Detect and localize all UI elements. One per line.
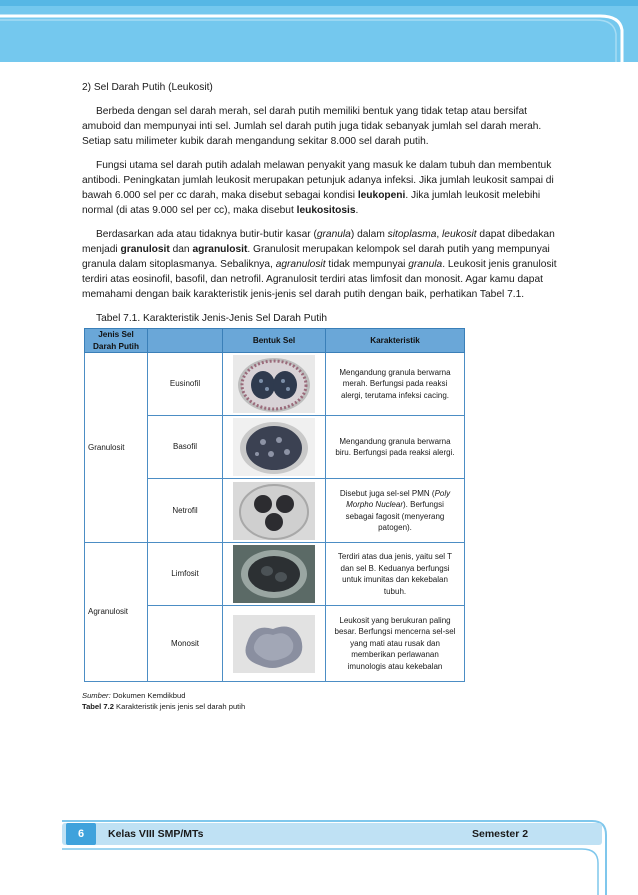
section-heading: 2) Sel Darah Putih (Leukosit) <box>82 82 213 93</box>
footer-semester: Semester 2 <box>472 828 529 840</box>
lymphocyte-image <box>233 545 315 603</box>
cell-characteristic: Mengandung granula berwarna merah. Berfungsi pada reaksi alergi, terutama infeksi cacing. <box>326 353 465 416</box>
cell-characteristic: Disebut juga sel-sel PMN (Poly Morpho Nuclear). Berfungsi sebagai fagosit (menyerang patogen). <box>326 479 465 543</box>
table-row <box>85 353 465 416</box>
cell-name: Eusinofil <box>148 353 223 416</box>
header-characteristic: Karakteristik <box>326 329 465 353</box>
cell-name: Netrofil <box>148 479 223 543</box>
source-line: Sumber: Dokumen Kemdikbud <box>82 691 186 700</box>
page-number: 6 <box>66 823 96 845</box>
group-granulosit: Granulosit <box>85 353 148 543</box>
figure-caption: Tabel 7.2 Karakteristik jenis jenis sel darah putih <box>82 702 246 711</box>
table-header-row <box>85 329 465 353</box>
table-source <box>82 690 558 712</box>
neutrophil-image <box>233 482 315 540</box>
paragraph-1: Berbeda dengan sel darah merah, sel darah putih memiliki bentuk yang tidak tetap atau bersifat amuboid dan mempunyai inti sel. Jumlah sel darah putih juga tidak sebanyak jumlah sel darah merah. Setiap satu milimeter kubik darah mengandung sekitar 8.000 sel darah putih. <box>82 106 542 147</box>
top-banner <box>0 0 638 62</box>
page-footer <box>62 819 610 895</box>
paragraph-3: Berdasarkan ada atau tidaknya butir-butir kasar (granula) dalam sitoplasma, leukosit dapat dibedakan menjadi granulosit dan agranulosit. Granulosit merupakan kelompok sel darah putih yang mempunyai granula dalam sitoplasmanya. Sebaliknya, agranulosit tidak mempunyai granula. Leukosit jenis granulosit terdiri atas eosinofil, basofil, dan netrofil. Agranulosit terdiri atas limfosit dan monosit. Agar kamu dapat memahami dengan baik karakteristik jenis-jenis sel darah putih dengan baik, perhatikan Tabel 7.1. <box>82 229 557 300</box>
cell-name: Limfosit <box>148 543 223 606</box>
table-caption: Tabel 7.1. Karakteristik Jenis-Jenis Sel Darah Putih <box>96 313 328 324</box>
main-content <box>82 80 558 712</box>
header-shape: Bentuk Sel <box>223 329 326 353</box>
cell-characteristic: Leukosit yang berukuran paling besar. Berfungsi mencerna sel-sel yang mati atau rusak dan memberikan perlawanan imunologis atau kekebalan <box>326 606 465 682</box>
cell-characteristic: Mengandung granula berwarna biru. Berfungsi pada reaksi alergi. <box>326 416 465 479</box>
monocyte-image <box>233 613 315 675</box>
eosinophil-image <box>233 355 315 413</box>
paragraph-2: Fungsi utama sel darah putih adalah melawan penyakit yang masuk ke dalam tubuh dan membentuk antibodi. Peningkatan jumlah leukosit merupakan petunjuk adanya infeksi. Jika jumlah leukosit sampai di bawah 6.000 sel per cc darah, maka disebut sebagai kondisi leukopeni. Jika jumlah leukosit melebihi normal (di atas 9.000 sel per cc), maka disebut leukositosis. <box>82 160 554 216</box>
cell-characteristic: Terdiri atas dua jenis, yaitu sel T dan sel B. Keduanya berfungsi untuk imunitas dan kekebalan tubuh. <box>326 543 465 606</box>
basophil-image <box>233 418 315 476</box>
footer-class: Kelas VIII SMP/MTs <box>108 828 204 840</box>
leukocyte-table <box>84 328 465 682</box>
header-spacer <box>148 329 223 353</box>
group-agranulosit: Agranulosit <box>85 543 148 682</box>
table-row <box>85 543 465 606</box>
cell-name: Basofil <box>148 416 223 479</box>
header-type: Jenis Sel Darah Putih <box>85 329 148 353</box>
cell-name: Monosit <box>148 606 223 682</box>
